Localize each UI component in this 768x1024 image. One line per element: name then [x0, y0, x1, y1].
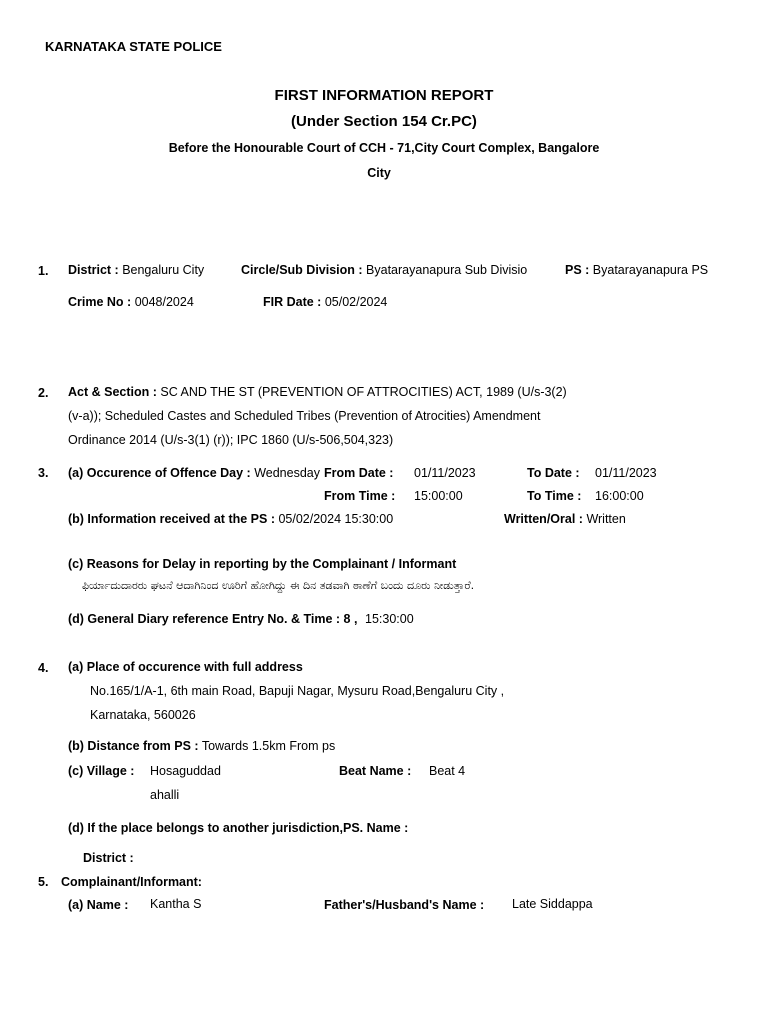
- info-received-row: [68, 513, 393, 526]
- circle-label: Circle/Sub Division :: [241, 263, 363, 277]
- place-label: (a) Place of occurence with full address: [68, 660, 303, 674]
- circle-row: [241, 264, 527, 277]
- written-oral-row: [504, 513, 626, 526]
- other-district-label: District :: [83, 851, 134, 865]
- to-date-label: To Date :: [527, 466, 580, 480]
- court-line-2: City: [367, 166, 391, 180]
- delay-reason-label: (c) Reasons for Delay in reporting by the Complainant / Informant: [68, 557, 457, 571]
- complainant-label: Complainant/Informant:: [61, 875, 202, 889]
- fir-date-value: 05/02/2024: [324, 295, 388, 309]
- father-name-label: Father's/Husband's Name :: [324, 898, 485, 912]
- circle-value: Byatarayanapura Sub Divisio: [366, 263, 528, 277]
- section-1-number: 1.: [38, 264, 49, 278]
- section-2-number: 2.: [38, 386, 49, 400]
- to-time-value: 16:00:00: [595, 489, 644, 503]
- to-date-value: 01/11/2023: [595, 466, 657, 480]
- general-diary-label: (d) General Diary reference Entry No. & Time : 8 ,: [68, 612, 358, 626]
- distance-value: Towards 1.5km From ps: [201, 739, 336, 753]
- distance-row: [68, 740, 335, 753]
- ps-row: [565, 264, 708, 277]
- offence-day-value: Wednesday: [254, 466, 320, 480]
- act-section-line-1: SC AND THE ST (PREVENTION OF ATTROCITIES) ACT, 1989 (U/s-3(2): [160, 385, 567, 399]
- from-time-value: 15:00:00: [414, 489, 463, 503]
- complainant-name-value: Kantha S: [150, 897, 202, 911]
- info-received-value: 05/02/2024 15:30:00: [278, 512, 394, 526]
- act-section-line-2: (v-a)); Scheduled Castes and Scheduled Tribes (Prevention of Atrocities) Amendment: [68, 409, 541, 423]
- district-row: [68, 264, 204, 277]
- section-5-number: 5.: [38, 875, 49, 889]
- written-oral-label: Written/Oral :: [504, 512, 583, 526]
- act-section-row: [68, 386, 567, 399]
- act-section-label: Act & Section :: [68, 385, 157, 399]
- section-3-number: 3.: [38, 466, 49, 480]
- written-oral-value: Written: [586, 512, 626, 526]
- village-value-line-2: ahalli: [150, 788, 180, 802]
- fir-date-row: [263, 296, 387, 309]
- district-value: Bengaluru City: [122, 263, 205, 277]
- act-section-line-3: Ordinance 2014 (U/s-3(1) (r)); IPC 1860 (U/s-506,504,323): [68, 433, 394, 447]
- address-line-1: No.165/1/A-1, 6th main Road, Bapuji Nagar, Mysuru Road,Bengaluru City ,: [90, 684, 505, 698]
- beat-name-value: Beat 4: [429, 764, 466, 778]
- court-line-1: Before the Honourable Court of CCH - 71,City Court Complex, Bangalore: [168, 141, 600, 155]
- ps-label: PS :: [565, 263, 590, 277]
- report-title: FIRST INFORMATION REPORT: [274, 87, 494, 104]
- distance-label: (b) Distance from PS :: [68, 739, 199, 753]
- info-received-label: (b) Information received at the PS :: [68, 512, 275, 526]
- delay-reason-value: ಫಿರ್ಯಾದುದಾರರು ಘಟನೆ ಆದಾಗಿನಿಂದ ಊರಿಗೆ ಹೋಗಿದ್ದು ಈ ದಿನ ತಡವಾಗಿ ಠಾಣೆಗೆ ಬಂದು ದೂರು ನೀಡುತ್ತಾರೆ.: [82, 579, 475, 592]
- address-line-2: Karnataka, 560026: [90, 708, 196, 722]
- crime-value: 0048/2024: [134, 295, 194, 309]
- ps-value: Byatarayanapura PS: [592, 263, 709, 277]
- org-name: KARNATAKA STATE POLICE: [45, 39, 222, 54]
- complainant-name-label: (a) Name :: [68, 898, 129, 912]
- offence-day-label: (a) Occurence of Offence Day :: [68, 466, 251, 480]
- district-label: District :: [68, 263, 119, 277]
- to-time-label: To Time :: [527, 489, 582, 503]
- report-subtitle: (Under Section 154 Cr.PC): [291, 113, 477, 130]
- village-value-line-1: Hosaguddad: [150, 764, 221, 778]
- from-date-label: From Date :: [324, 466, 394, 480]
- section-4-number: 4.: [38, 661, 49, 675]
- from-date-value: 01/11/2023: [414, 466, 476, 480]
- crime-row: [68, 296, 194, 309]
- father-name-value: Late Siddappa: [512, 897, 593, 911]
- crime-label: Crime No :: [68, 295, 132, 309]
- beat-name-label: Beat Name :: [339, 764, 412, 778]
- other-jurisdiction-label: (d) If the place belongs to another jurisdiction,PS. Name :: [68, 821, 409, 835]
- village-label: (c) Village :: [68, 764, 135, 778]
- fir-date-label: FIR Date :: [263, 295, 322, 309]
- general-diary-time: 15:30:00: [365, 612, 414, 626]
- offence-day-row: [68, 467, 320, 480]
- from-time-label: From Time :: [324, 489, 396, 503]
